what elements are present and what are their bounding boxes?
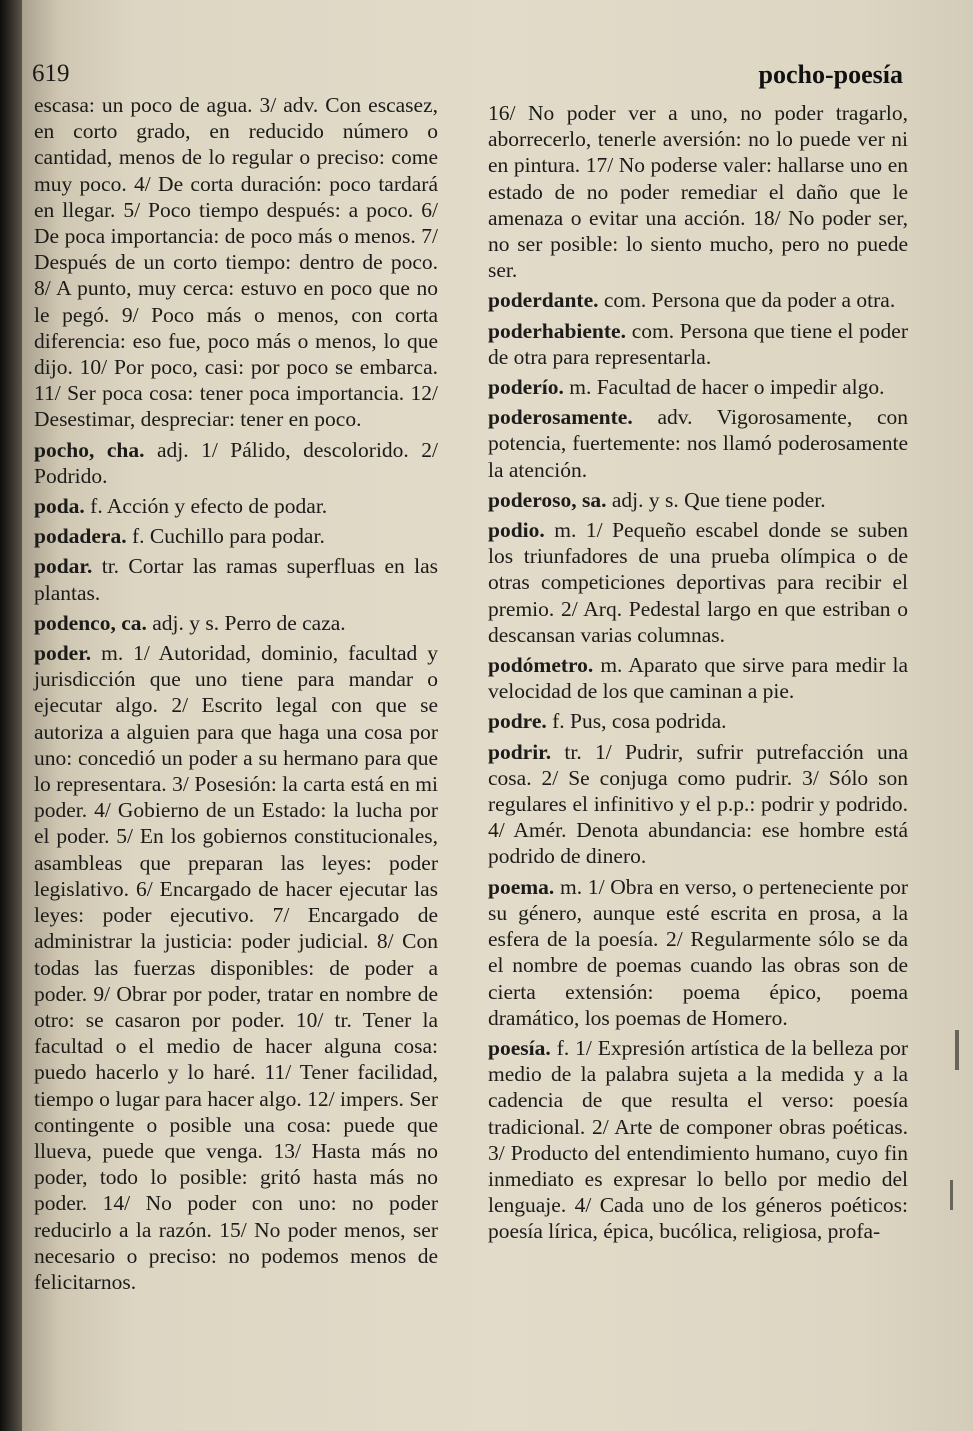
entry-headword: podrir. [488,739,552,764]
entry-headword: poderío. [488,375,564,400]
right-continuation-text: 16/ No poder ver a uno, no poder tragarlo, aborrecerlo, tenerle aversión: no lo puede ver ni en pintura. 17/ No poderse valer: hallarse uno en estado de no poder remediar el daño que le amenaza o evitar una acción. 18/ No poder ser, no ser posible: lo siento mucho, pero no puede ser. [488,101,908,283]
dictionary-entry [34,610,438,636]
entry-headword: poderdante. [488,288,599,313]
dictionary-entry [488,517,908,648]
entry-headword: poderhabiente. [488,318,626,343]
dictionary-entry [488,708,908,734]
entry-headword: poda. [34,494,85,519]
entry-headword: poderoso, sa. [488,487,607,512]
entry-headword: podadera. [34,524,127,549]
dictionary-page [22,0,973,1431]
entry-definition: f. Pus, cosa podrida. [552,709,727,734]
margin-mark [955,1030,959,1070]
dictionary-entry [34,523,438,549]
entry-definition: tr. 1/ Pudrir, sufrir putrefacción una cosa. 2/ Se conjuga como pudrir. 3/ Sólo son regulares el infinitivo y el p.p.: podrir y podrido. 4/ Amér. Denota abundancia: ese hombre está podrido de dinero. [488,739,909,869]
entry-headword: poesía. [488,1035,551,1060]
entry-definition: adv. Vigorosamente, con potencia, fuertemente: nos llamó poderosamente la atención. [488,405,908,482]
entry-definition: m. 1/ Pequeño escabel donde se suben los triunfadores de una prueba olímpica o de otras competiciones deportivas para recibir el premio. 2/ Arq. Pedestal largo en que estriban o descansan varias columnas. [488,518,908,647]
dictionary-entry [488,1035,908,1245]
dictionary-entry [34,437,438,489]
entry-definition: f. 1/ Expresión artística de la belleza por medio de la palabra sujeta a la medida y a la cadencia de que resulta el verso: poesía tradicional. 2/ Arte de componer obras poéticas. 3/ Producto del entendimiento humano, cuyo fin inmediato es expresar lo bello por medio del lenguaje. 4/ Cada uno de los géneros poéticos: poesía lírica, épica, bucólica, religiosa, profa- [488,1035,908,1244]
entry-definition: m. Aparato que sirve para medir la velocidad de los que caminan a pie. [488,653,909,704]
entry-headword: podenco, ca. [34,610,147,635]
entry-definition: com. Persona que da poder a otra. [603,288,896,313]
entry-definition: adj. 1/ Pálido, descolorido. 2/ Podrido. [34,437,439,488]
entry-definition: com. Persona que tiene el poder de otra para representarla. [488,318,908,369]
dictionary-entry [488,374,908,400]
entry-definition: adj. y s. Perro de caza. [152,610,346,635]
margin-mark [950,1180,953,1210]
dictionary-entry [488,404,908,483]
dictionary-entry [34,493,438,519]
dictionary-entry [488,318,908,370]
entry-headword: podar. [34,554,93,579]
dictionary-entry [34,640,438,1295]
entry-headword: poderosamente. [488,405,633,430]
page-number: 619 [32,60,70,87]
right-column [488,100,908,1249]
entry-definition: m. 1/ Autoridad, dominio, facultad y jurisdicción que uno tiene para mandar o ejecutar algo. 2/ Escrito legal con que se autoriza a alguien para que haga una cosa por uno: concedió un poder a su hermano para que lo representara. 3/ Posesión: la carta está en mi poder. 4/ Gobierno de un Estado: la lucha por el poder. 5/ En los gobiernos constitucionales, asambleas que preparan las leyes: poder legislativo. 6/ Encargado de hacer ejecutar las leyes: poder ejecutivo. 7/ Encargado de administrar la justicia: poder judicial. 8/ Con todas las fuerzas disponibles: de poder a poder. 9/ Obrar por poder, tratar en nombre de otro: se casaron por poder. 10/ tr. Tener la facultad o el medio de hacer alguna cosa: puedo hacerlo y lo haré. 11/ Tener facilidad, tiempo o lugar para hacer algo. 12/ impers. Ser contingente o posible una cosa: puede que llueva, puede que venga. 13/ Hasta más no poder, todo lo posible: gritó hasta más no poder. 14/ No poder con uno: no poder reducirlo a la razón. 15/ No poder menos, ser necesario o preciso: no podemos menos de felicitarnos. [34,641,438,1294]
entry-definition: tr. Cortar las ramas superfluas en las plantas. [34,554,438,605]
dictionary-entry [488,487,908,513]
dictionary-entry [488,739,908,870]
entry-definition: adj. y s. Que tiene poder. [611,487,826,512]
dictionary-entry [488,652,908,704]
book-spine-shadow [0,0,22,1431]
dictionary-entry [488,287,908,313]
entry-definition: f. Cuchillo para podar. [131,524,325,549]
running-head: pocho-poesía [758,60,903,89]
entry-headword: poema. [488,874,555,899]
entry-definition: f. Acción y efecto de podar. [90,494,328,519]
left-continuation-text: escasa: un poco de agua. 3/ adv. Con escasez, en corto grado, en reducido número o cantidad, menos de lo regular o preciso: come muy poco. 4/ De corta duración: poco tardará en llegar. 5/ Poco tiempo después: a poco. 6/ De poca importancia: de poco más o menos. 7/ Después de un corto tiempo: dentro de poco. 8/ A punto, muy cerca: estuvo en poco que no le pegó. 9/ Poco más o menos, con corta diferencia: eso fue, poco más o menos, lo que dijo. 10/ Por poco, casi: por poco se embarca. 11/ Ser poca cosa: tener poca importancia. 12/ Desestimar, despreciar: tener en poco. [34,93,438,432]
dictionary-entry [488,874,908,1031]
dictionary-entry [34,553,438,605]
entry-definition: m. 1/ Obra en verso, o perteneciente por su género, aunque esté escrita en prosa, a la esfera de la poesía. 2/ Regularmente sólo se da el nombre de poemas cuando las obras son de cierta extensión: poema épico, poema dramático, los poemas de Homero. [488,874,908,1030]
entry-headword: podómetro. [488,653,594,678]
entry-headword: podio. [488,518,545,543]
entry-headword: pocho, cha. [34,437,145,462]
entry-definition: m. Facultad de hacer o impedir algo. [569,375,885,400]
entry-headword: podre. [488,709,547,734]
left-column [34,92,438,1299]
entry-headword: poder. [34,641,92,666]
